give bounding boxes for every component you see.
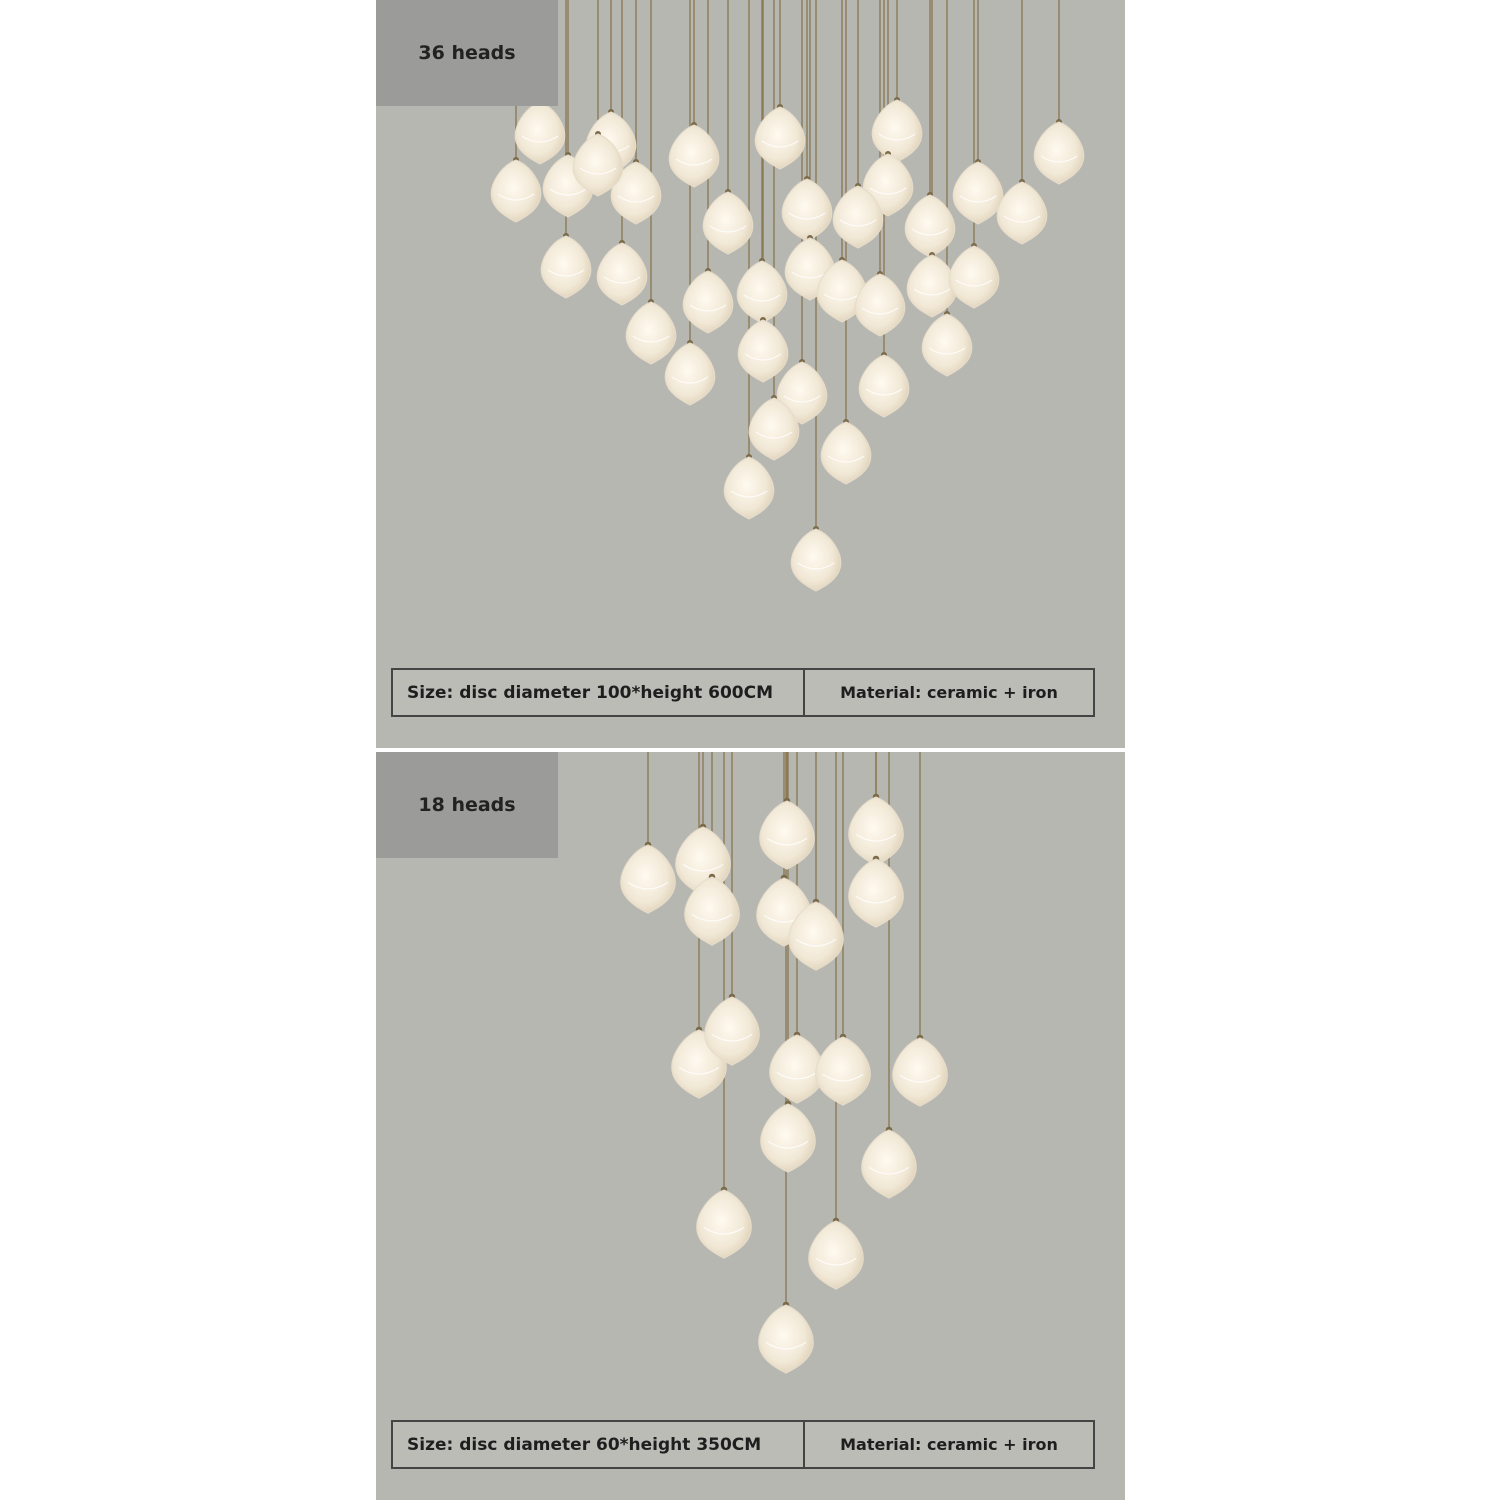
pendant-lamp-shade bbox=[737, 258, 787, 323]
pendant-lamp-shade bbox=[849, 794, 904, 866]
pendant-lamp-shade bbox=[515, 99, 565, 164]
heads-count-label: 18 heads bbox=[376, 752, 558, 858]
pendant-lamp-shade bbox=[697, 1187, 752, 1259]
pendant-lamp-shade bbox=[816, 1034, 871, 1106]
material-spec: Material: ceramic + iron bbox=[840, 683, 1058, 702]
pendant-lamp-shade bbox=[760, 798, 815, 870]
pendant-lamp-shade bbox=[791, 526, 841, 591]
pendant-lamp-shade bbox=[703, 189, 753, 254]
pendant-lamp-shade bbox=[862, 1127, 917, 1199]
spec-bar bbox=[391, 1420, 1095, 1469]
pendant-lamp-shade bbox=[859, 352, 909, 417]
material-spec: Material: ceramic + iron bbox=[840, 1435, 1058, 1454]
pendant-lamp-shade bbox=[849, 856, 904, 928]
pendant-lamp-shade bbox=[738, 317, 788, 382]
pendant-lamp-shade bbox=[782, 176, 832, 241]
spec-bar bbox=[391, 668, 1095, 717]
size-spec: Size: disc diameter 100*height 600CM bbox=[393, 670, 805, 715]
heads-count-label: 36 heads bbox=[376, 0, 558, 106]
pendant-lamp-shade bbox=[541, 233, 591, 298]
pendant-lamp-shade bbox=[724, 454, 774, 519]
pendant-lamp-shade bbox=[949, 243, 999, 308]
pendant-lamp-shade bbox=[665, 340, 715, 405]
size-spec: Size: disc diameter 60*height 350CM bbox=[393, 1422, 805, 1467]
pendant-lamp-shade bbox=[669, 122, 719, 187]
pendant-lamp-shade bbox=[893, 1035, 948, 1107]
pendant-lamp-shade bbox=[491, 157, 541, 222]
pendant-lamp-shade bbox=[761, 1101, 816, 1173]
chandelier-18-heads-panel bbox=[376, 752, 1125, 1500]
chandelier-36-heads-image bbox=[376, 0, 1125, 748]
pendant-lamp-shade bbox=[997, 179, 1047, 244]
pendant-lamp-shade bbox=[821, 419, 871, 484]
pendant-lamp-shade bbox=[953, 159, 1003, 224]
chandelier-18-heads-image bbox=[376, 752, 1125, 1500]
pendant-lamp-shade bbox=[922, 311, 972, 376]
pendant-lamp-shade bbox=[621, 842, 676, 914]
pendant-lamp-shade bbox=[809, 1218, 864, 1290]
pendant-lamp-shade bbox=[759, 1302, 814, 1374]
chandelier-36-heads-panel bbox=[376, 0, 1125, 748]
pendant-lamp-shade bbox=[1034, 119, 1084, 184]
pendant-lamp-shade bbox=[626, 299, 676, 364]
pendant-lamp-shade bbox=[597, 240, 647, 305]
